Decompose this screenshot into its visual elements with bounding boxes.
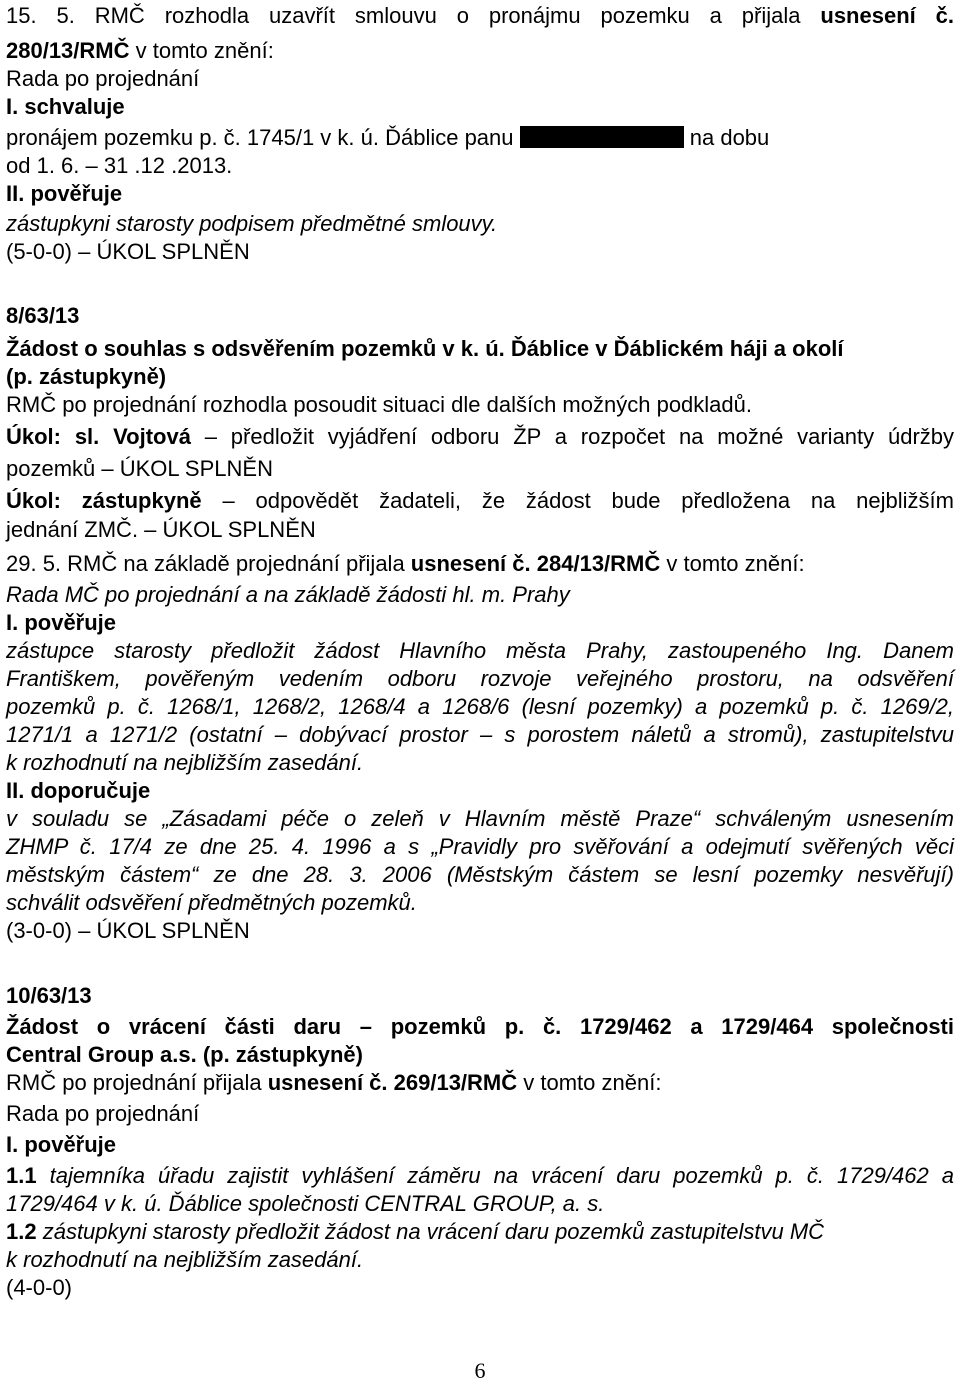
s3-item1-line-1 (6, 1162, 954, 1190)
s3-rada-line: Rada po projednání (6, 1101, 200, 1126)
s2-task2-line-2: jednání ZMČ. – ÚKOL SPLNĚN (6, 517, 316, 542)
s2-p1-line-5: k rozhodnutí na nejbližším zasedání. (6, 750, 364, 775)
s1-heading-schvaluje: I. schvaluje (6, 94, 125, 119)
s2-line-1: RMČ po projednání rozhodla posoudit situaci dle dalších možných podkladů. (6, 392, 752, 417)
s2-p2-line-1: v souladu se „Zásadami péče o zeleň v Hlavním městě Praze“ schváleným usnesením (6, 806, 954, 831)
item-number: 1.1 (6, 1163, 37, 1188)
s2-task1-line-1 (6, 423, 954, 451)
s1-line-3: Rada po projednání (6, 66, 200, 91)
text: usnesení č. (410, 551, 531, 576)
text: zástupkyni starosty předložit žádost na vrácení daru pozemků zastupitelstvu MČ (36, 1219, 825, 1244)
page-number: 6 (474, 1358, 486, 1383)
item-number: 1.2 (6, 1219, 37, 1244)
s3-item1-line-2: 1729/464 v k. ú. Ďáblice společnosti CENTRAL GROUP, a. s. (6, 1191, 605, 1216)
text: Úkol: zástupkyně (6, 488, 202, 513)
text: v tomto znění: (517, 1070, 662, 1095)
s2-title-line-1: Žádost o souhlas s odsvěřením pozemků v k. ú. Ďáblice v Ďáblickém háji a okolí (6, 336, 844, 361)
text: RMČ po projednání přijala (6, 1070, 268, 1095)
s2-p1-line-2: Františkem, pověřeným vedením odboru rozvoje veřejného prostoru, na odsvěření (6, 666, 954, 691)
s2-p2-line-2: ZHMP č. 17/4 ze dne 25. 4. 1996 a s „Pravidly pro svěřování a odejmutí svěřených věci (6, 834, 954, 859)
text: – předložit vyjádření odboru ŽP a rozpočet na možné varianty údržby (190, 424, 955, 449)
s2-p1-line-1: zástupce starosty předložit žádost Hlavního města Prahy, zastoupeného Ing. Danem (6, 638, 954, 663)
s2-p1-line-4: 1271/1 a 1271/2 (ostatní – dobývací prostor – s porostem náletů a stromů), zastupitelstvu (6, 722, 954, 747)
text: tajemníka úřadu zajistit vyhlášení záměru na vrácení daru pozemků p. č. 1729/462 a (36, 1163, 954, 1188)
s2-vote: (3-0-0) – ÚKOL SPLNĚN (6, 918, 250, 943)
text: na dobu (683, 125, 770, 150)
s3-heading-poveruje: I. pověřuje (6, 1132, 117, 1157)
s3-vote: (4-0-0) (6, 1275, 73, 1300)
s2-task2-line-1 (6, 487, 954, 515)
s1-vote: (5-0-0) – ÚKOL SPLNĚN (6, 239, 250, 264)
s3-resolution-line (6, 1069, 954, 1097)
s2-heading-doporucuje: II. doporučuje (6, 778, 151, 803)
s2-task1-line-2: pozemků – ÚKOL SPLNĚN (6, 456, 273, 481)
s3-item2-line-2: k rozhodnutí na nejbližším zasedání. (6, 1247, 364, 1272)
s2-resolution-line (6, 550, 954, 578)
s2-p2-line-4: schválit odsvěření předmětných pozemků. (6, 890, 417, 915)
text: v tomto znění: (660, 551, 805, 576)
s1-line-8: zástupkyni starosty podpisem předmětné smlouvy. (6, 211, 498, 236)
text: 15. 5. RMČ rozhodla uzavřít smlouvu o pronájmu pozemku a přijala (6, 3, 821, 28)
s3-title-line-1: Žádost o vrácení části daru – pozemků p. č. 1729/462 a 1729/464 společnosti (6, 1014, 954, 1039)
text: 29. 5. RMČ na základě projednání přijala (6, 551, 411, 576)
s1-heading-poveruje: II. pověřuje (6, 181, 123, 206)
s2-heading-poveruje: I. pověřuje (6, 610, 117, 635)
s2-title-line-2: (p. zástupkyně) (6, 364, 167, 389)
text: v tomto znění: (129, 38, 274, 63)
s2-p1-line-3: pozemků p. č. 1268/1, 1268/2, 1268/4 a 1268/6 (lesní pozemky) a pozemků p. č. 1269/2, (6, 694, 954, 719)
s1-line-1 (6, 2, 954, 30)
text: pronájem pozemku p. č. 1745/1 v k. ú. Ďáblice panu (6, 125, 520, 150)
s2-number: 8/63/13 (6, 303, 80, 328)
s1-line-2 (6, 37, 954, 65)
s3-item2-line-1 (6, 1218, 954, 1246)
redaction-bar (520, 126, 684, 148)
text: usnesení č. 269/13/RMČ (267, 1070, 518, 1095)
text: Úkol: sl. Vojtová (6, 424, 191, 449)
text: 284/13/RMČ (536, 551, 661, 576)
s3-title-line-2: Central Group a.s. (p. zástupkyně) (6, 1042, 363, 1067)
s2-rada-line: Rada MČ po projednání a na základě žádosti hl. m. Prahy (6, 582, 570, 607)
s1-line-5 (6, 124, 954, 152)
text: 280/13/RMČ (6, 38, 130, 63)
s1-line-6: od 1. 6. – 31 .12 .2013. (6, 153, 233, 178)
text: – odpovědět žadateli, že žádost bude předložena na nejbližším (201, 488, 954, 513)
s2-p2-line-3: městským částem“ ze dne 28. 3. 2006 (Městským částem se lesní pozemky nesvěřují) (6, 862, 954, 887)
text: usnesení č. (820, 3, 954, 28)
s3-number: 10/63/13 (6, 983, 92, 1008)
